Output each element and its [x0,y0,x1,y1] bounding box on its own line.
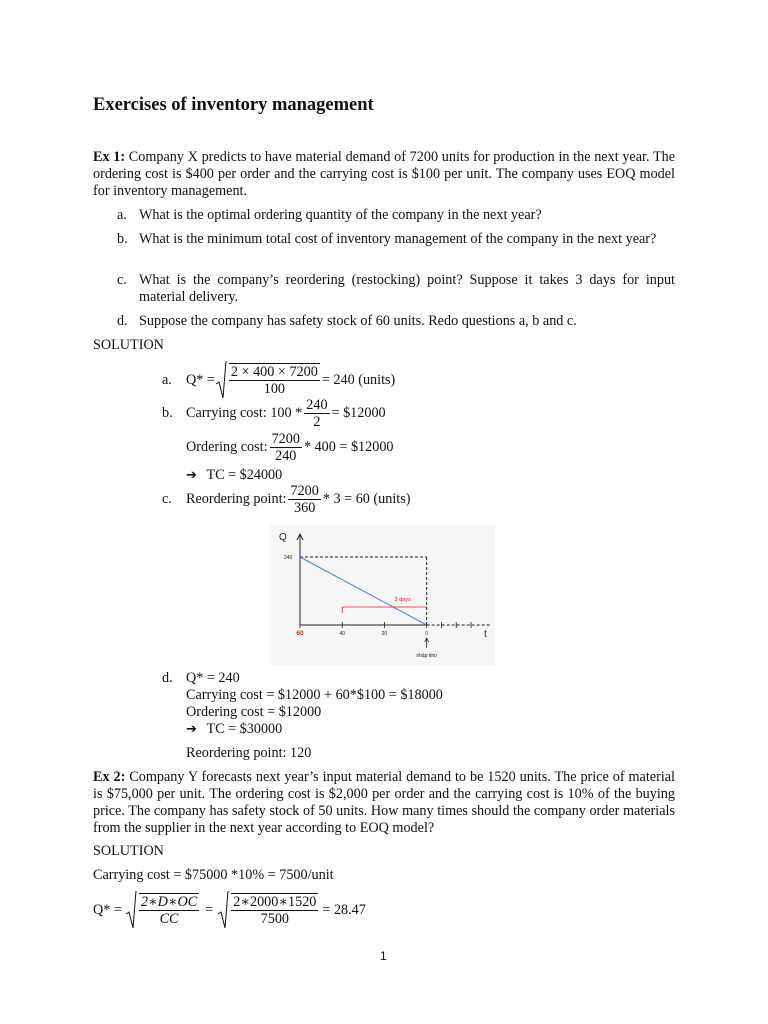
denominator: 240 [275,448,297,464]
ex2-paragraph [93,769,675,837]
numerator: 2∗2000∗1520 [233,894,317,910]
formula-rhs: = 240 (units) [321,371,396,388]
denominator: 360 [294,500,316,516]
fraction [229,363,320,397]
chart-background [270,525,495,665]
radical-sign-icon [217,890,229,930]
formula-rhs: * 3 = 60 (units) [322,491,411,507]
solution-marker: b. [162,405,173,421]
x-tick-label: 20 [381,631,388,637]
ex1-paragraph [93,149,675,200]
solution-d-reorder: Reordering point: 120 [186,745,312,761]
question-d: Suppose the company has safety stock of 60 units. Redo questions a, b and c. [139,313,577,329]
denominator: 100 [263,381,285,397]
square-root [125,890,201,930]
formula-rhs: = 28.47 [322,901,366,918]
question-c: What is the company’s reordering (restocking) point? Suppose it takes 3 days for input material delivery. [139,272,675,305]
solution-b-ordering [186,431,394,464]
x-tick-label: 60 [296,630,304,637]
x-tick-label: 40 [339,631,346,637]
formula-rhs: * 400 = $12000 [303,439,394,455]
question-marker: d. [117,313,128,329]
denominator: 2 [313,414,321,430]
numerator: 2 × 400 × 7200 [230,364,318,380]
solution-d-ordering: Ordering cost = $12000 [186,704,322,720]
numerator: 2∗D∗OC [140,894,198,910]
radical-sign-icon [125,890,137,930]
page-number: 1 [380,949,387,963]
radical-sign-icon [215,360,227,400]
question-a: What is the optimal ordering quantity of the company in the next year? [139,207,542,223]
solution-d-total [186,721,282,738]
numerator: 7200 [271,431,300,447]
formula-rhs: = $12000 [331,405,386,421]
equals-sign: = [205,901,214,918]
formula-lhs: Q* = [93,901,122,918]
square-root [217,890,320,930]
fraction [270,431,302,464]
solution-b-carrying [162,397,386,430]
question-b: What is the minimum total cost of inventory management of the company in the next year? [139,231,657,247]
formula-lhs: Carrying cost: 100 * [186,405,303,421]
fraction [304,397,329,430]
formula-lhs: Q* = [186,371,215,388]
question-marker: b. [117,231,128,247]
fraction [288,483,320,516]
ex2-formula [93,890,366,930]
y-axis-label: Q [279,532,287,543]
solution-marker: a. [162,371,172,388]
denominator: CC [159,911,179,927]
solution-marker: c. [162,491,172,507]
ex1-text: Company X predicts to have material demand of 7200 units for production in the next year. The ordering cost is $400 per order and the carrying cost is $100 per unit. The company uses EOQ model for inventory management. [93,149,675,199]
page-title: Exercises of inventory management [93,95,374,115]
right-arrow-icon: ➔ [186,722,197,737]
solution-d-carrying: Carrying cost = $12000 + 60*$100 = $18000 [186,687,443,703]
formula-lhs: Ordering cost: [186,439,268,455]
solution-a [162,360,395,400]
inventory-chart [270,525,495,665]
ex2-text: Company Y forecasts next year’s input material demand to be 1520 units. The price of material is $75,000 per unit. The ordering cost is $2,000 per order and the carrying cost is 10% of the buying price. The company has safety stock of 50 units. How many times should the company order materials from the supplier in the next year according to EOQ model? [93,769,675,836]
ex2-solution-label: SOLUTION [93,843,164,859]
ex1-solution-label: SOLUTION [93,337,164,353]
ex2-label: Ex 2: [93,769,126,785]
denominator: 7500 [260,911,289,927]
fraction [139,893,199,927]
square-root [215,360,322,400]
right-arrow-icon: ➔ [186,468,197,483]
ex2-carrying-cost: Carrying cost = $75000 *10% = 7500/unit [93,867,334,883]
solution-d-q: Q* = 240 [186,670,240,686]
fraction [231,893,318,927]
question-marker: a. [117,207,127,223]
formula-lhs: Reordering point: [186,491,287,507]
numerator: 7200 [290,483,319,499]
x-tick-label: 0 [425,631,429,637]
total-cost: TC = $30000 [206,721,283,737]
x-axis-label: t [484,629,487,640]
y-tick-label: 240 [284,555,293,561]
total-cost: TC = $24000 [206,467,283,483]
ex1-label: Ex 1: [93,149,126,165]
solution-c [162,483,410,516]
lead-time-label: 3 days [394,597,411,603]
question-marker: c. [117,272,127,288]
delivery-label: nhập kho [416,653,437,659]
solution-b-total [186,467,282,484]
numerator: 240 [306,397,328,413]
solution-marker: d. [162,670,173,686]
